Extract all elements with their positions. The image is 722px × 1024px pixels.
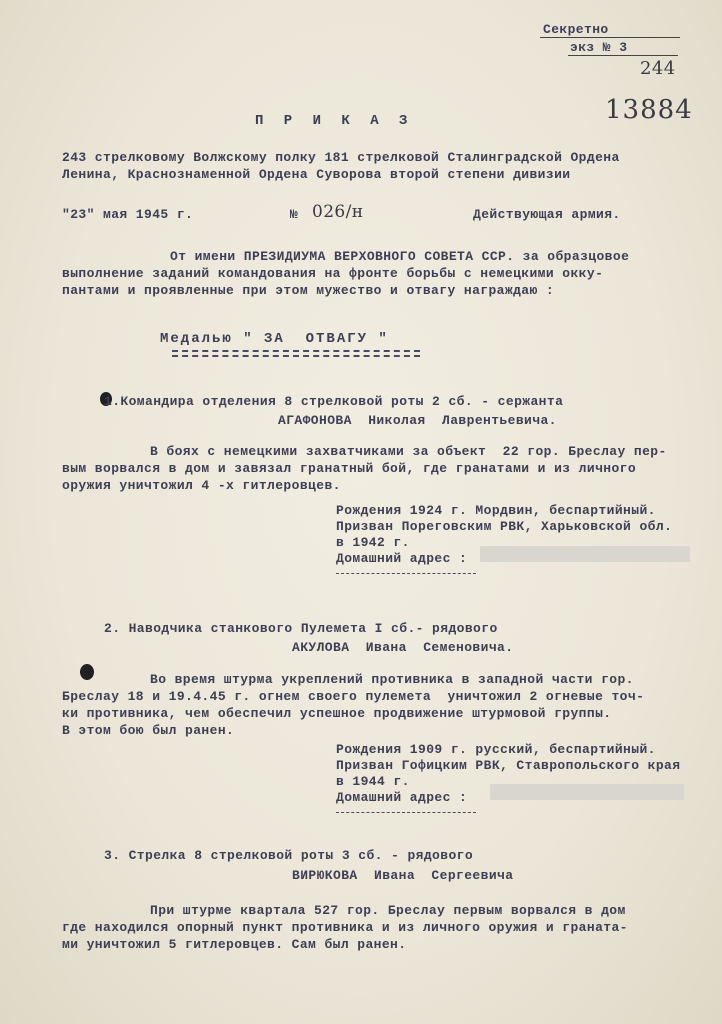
document-title: П Р И К А З	[255, 113, 414, 129]
medal-underline-2	[172, 355, 420, 357]
redacted-address-2	[490, 784, 684, 800]
awardee-1-deed-2: вым ворвался в дом и завязал гранатный бой, где гранатами и из личного	[62, 461, 637, 476]
awardee-3-name: ВИРЮКОВА Ивана Сергеевича	[292, 868, 514, 883]
awardee-2-deed-1: Во время штурма укреплений противника в западной части гор.	[150, 672, 634, 687]
awardee-1-deed-1: В боях с немецкими захватчиками за объект 22 гор. Бреслау пер-	[150, 444, 667, 459]
awardee-1-info-1: Рождения 1924 г. Мордвин, беспартийный.	[336, 503, 656, 518]
awardee-2-deed-3: ки противника, чем обеспечил успешное продвижение штурмовой группы.	[62, 706, 612, 721]
medal-label: Медалью " ЗА ОТВАГУ "	[160, 331, 389, 347]
redacted-address-1	[480, 546, 690, 562]
awardee-2-info-2: Призван Гофицким РВК, Ставропольского края	[336, 758, 681, 773]
awardee-2-info-3: в 1944 г.	[336, 774, 410, 789]
page-number: 244	[640, 58, 676, 79]
order-number: 026/н	[312, 202, 364, 222]
order-number-prefix: №	[290, 207, 299, 222]
preamble-line-2: выполнение заданий командования на фронте борьбы с немецкими окку-	[62, 266, 604, 281]
order-date: "23" мая 1945 г.	[62, 207, 194, 222]
secret-stamp: Секретно	[543, 22, 609, 37]
awardee-2-info-1: Рождения 1909 г. русский, беспартийный.	[336, 742, 656, 757]
awardee-2-position: 2. Наводчика станкового Пулемета I сб.- рядового	[104, 621, 498, 636]
preamble-line-3: пантами и проявленные при этом мужество и отвагу награждаю :	[62, 283, 555, 298]
copy-underline	[568, 55, 678, 56]
separator-2	[336, 812, 476, 813]
awardee-1-info-3: в 1942 г.	[336, 535, 410, 550]
awardee-3-deed-3: ми уничтожил 5 гитлеровцев. Сам был ранен.	[62, 937, 407, 952]
awardee-3-position: 3. Стрелка 8 стрелковой роты 3 сб. - рядового	[104, 848, 474, 863]
archive-number: 13884	[605, 95, 693, 125]
secret-underline	[540, 37, 680, 38]
awardee-2-deed-4: В этом бою был ранен.	[62, 723, 235, 738]
awardee-3-deed-2: где находился опорный пункт противника и из личного оружия и граната-	[62, 920, 628, 935]
separator-1	[336, 573, 476, 574]
awardee-3-deed-1: При штурме квартала 527 гор. Бреслау первым ворвался в дом	[150, 903, 626, 918]
awardee-2-info-4: Домашний адрес :	[336, 790, 468, 805]
awardee-1-name: АГАФОНОВА Николая Лаврентьевича.	[278, 413, 557, 428]
medal-underline-1	[172, 350, 420, 352]
unit-line-2: Ленина, Краснознаменной Ордена Суворова второй степени дивизии	[62, 167, 571, 182]
awardee-1-deed-3: оружия уничтожил 4 -х гитлеровцев.	[62, 478, 341, 493]
awardee-1-position: 1.Командира отделения 8 стрелковой роты 2 сб. - сержанта	[104, 394, 564, 409]
order-location: Действующая армия.	[473, 207, 621, 222]
awardee-1-info-4: Домашний адрес :	[336, 551, 468, 566]
copy-number: экз № 3	[570, 40, 628, 55]
awardee-1-info-2: Призван Пореговским РВК, Харьковской обл.	[336, 519, 673, 534]
preamble-line-1: От имени ПРЕЗИДИУМА ВЕРХОВНОГО СОВЕТА ССР. за образцовое	[170, 249, 630, 264]
awardee-2-name: АКУЛОВА Ивана Семеновича.	[292, 640, 514, 655]
ink-blot	[80, 664, 94, 680]
awardee-2-deed-2: Бреслау 18 и 19.4.45 г. огнем своего пулемета уничтожил 2 огневые точ-	[62, 689, 645, 704]
unit-line-1: 243 стрелковому Волжскому полку 181 стрелковой Сталинградской Ордена	[62, 150, 620, 165]
